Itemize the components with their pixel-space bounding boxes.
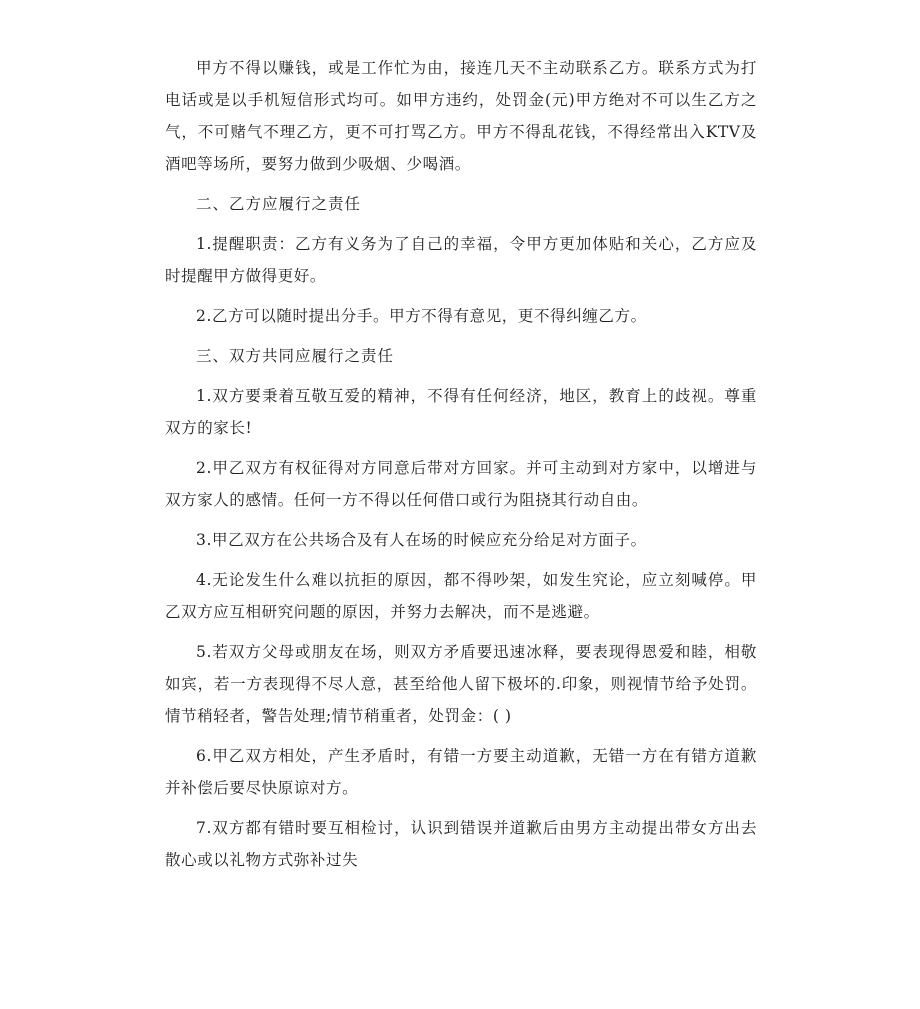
paragraph-both-7: 7.双方都有错时要互相检讨，认识到错误并道歉后由男方主动提出带女方出去散心或以礼物方式弥补过失	[165, 819, 757, 869]
paragraph-both-1: 1.双方要秉着互敬互爱的精神，不得有任何经济，地区，教育上的歧视。尊重双方的家长!	[165, 387, 757, 437]
section-heading-party-b: 二、乙方应履行之责任	[196, 195, 362, 213]
paragraph-b-2: 2.乙方可以随时提出分手。甲方不得有意见，更不得纠缠乙方。	[196, 307, 647, 325]
paragraph-both-6: 6.甲乙双方相处，产生矛盾时，有错一方要主动道歉，无错一方在有错方道歉并补偿后要尽快原谅对方。	[165, 747, 757, 797]
paragraph-both-3: 3.甲乙双方在公共场合及有人在场的时候应充分给足对方面子。	[196, 531, 647, 549]
paragraph-both-2: 2.甲乙双方有权征得对方同意后带对方回家。并可主动到对方家中，以增进与双方家人的感情。任何一方不得以任何借口或行为阻挠其行动自由。	[165, 459, 757, 509]
document-body	[165, 52, 757, 884]
paragraph-b-1: 1.提醒职责：乙方有义务为了自己的幸福，令甲方更加体贴和关心，乙方应及时提醒甲方做得更好。	[165, 235, 757, 285]
section-heading-both-parties: 三、双方共同应履行之责任	[196, 347, 395, 365]
paragraph-intro: 甲方不得以赚钱，或是工作忙为由，接连几天不主动联系乙方。联系方式为打电话或是以手机短信形式均可。如甲方违约，处罚金(元)甲方绝对不可以生乙方之气，不可赌气不理乙方，更不可打骂乙方。甲方不得乱花钱，不得经常出入KTV及酒吧等场所，要努力做到少吸烟、少喝酒。	[165, 59, 757, 173]
paragraph-both-4: 4.无论发生什么难以抗拒的原因，都不得吵架，如发生究论，应立刻喊停。甲乙双方应互相研究问题的原因，并努力去解决，而不是逃避。	[165, 571, 757, 621]
paragraph-both-5: 5.若双方父母或朋友在场，则双方矛盾要迅速冰释，要表现得恩爱和睦，相敬如宾，若一方表现得不尽人意，甚至给他人留下极坏的.印象，则视情节给予处罚。情节稍轻者，警告处理;情节稍重者，处罚金：( )	[165, 643, 757, 725]
